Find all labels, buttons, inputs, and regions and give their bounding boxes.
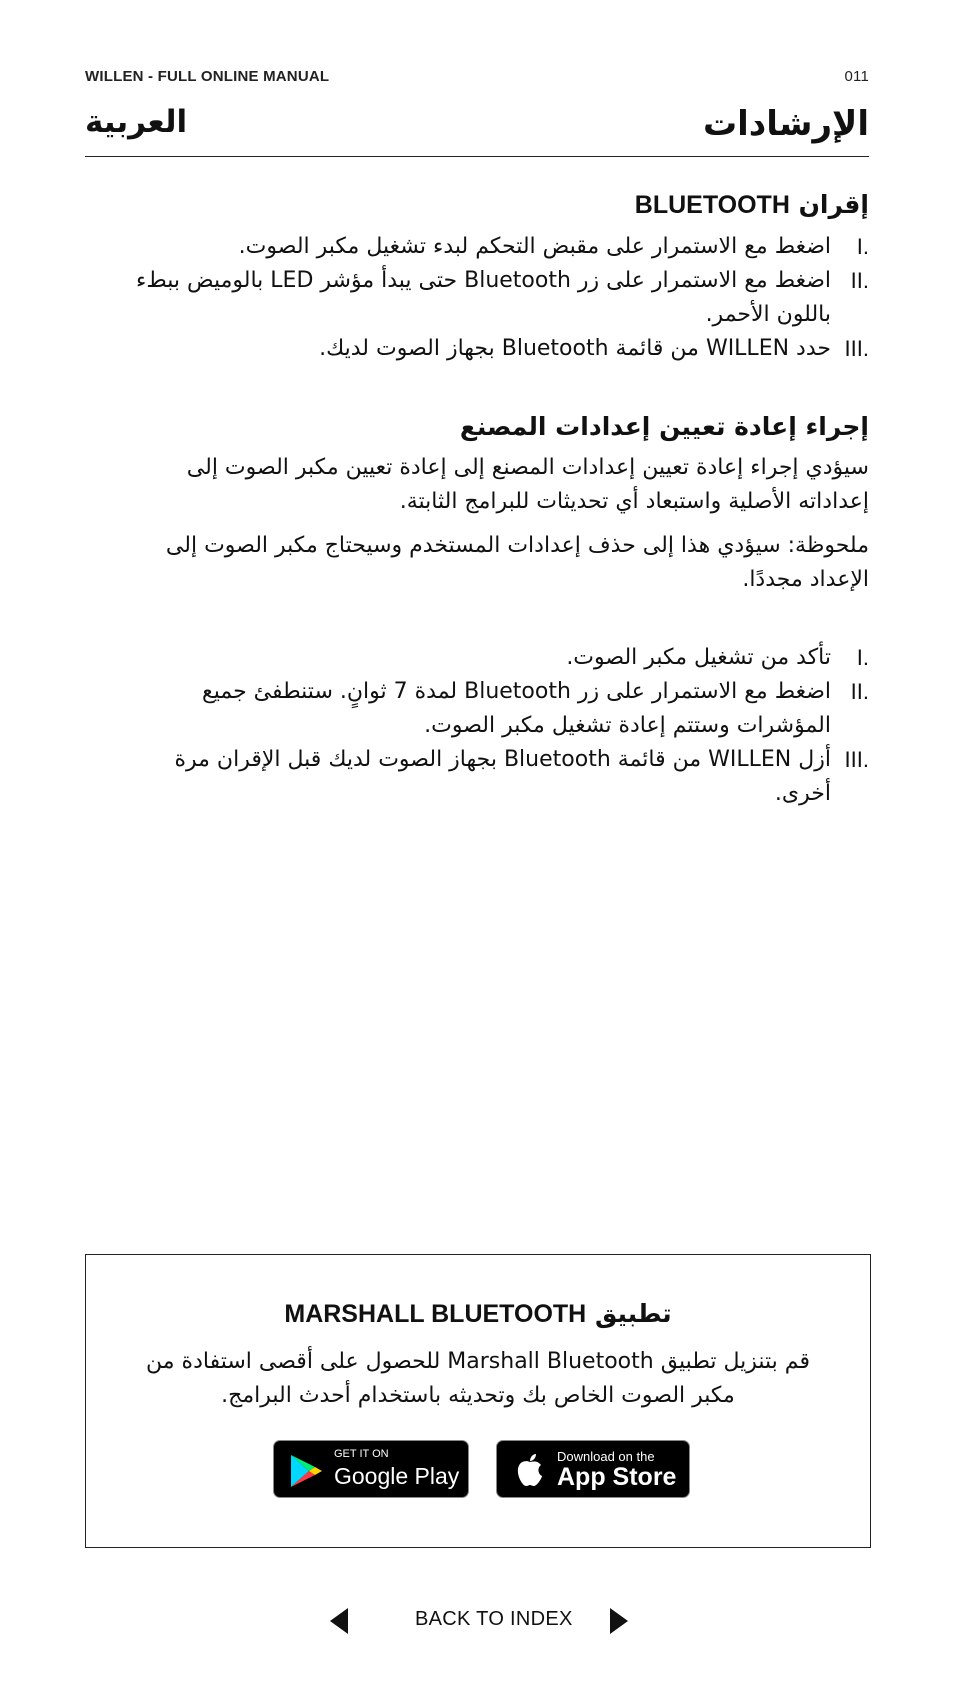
app-promo-description: قم بتنزيل تطبيق Marshall Bluetooth للحصول على أقصى استفادة من مكبر الصوت الخاص بك وتحديثه باستخدام أحدث البرامج. [146, 1349, 810, 1408]
pairing-heading: إقران BLUETOOTH [634, 190, 869, 219]
page-header [85, 68, 869, 88]
next-page-icon[interactable] [608, 1608, 628, 1634]
pairing-steps [130, 230, 869, 366]
list-item: I. اضغط مع الاستمرار على مقبض التحكم لبدء تشغيل مكبر الصوت. [238, 234, 869, 259]
manual-title: WILLEN - FULL ONLINE MANUAL [85, 68, 330, 85]
language-label: العربية [85, 104, 188, 140]
list-item: II. اضغط مع الاستمرار على زر Bluetooth حتى يبدأ مؤشر LED بالوميض ببطء باللون الأحمر. [136, 268, 869, 327]
google-play-icon [288, 1453, 324, 1489]
list-item: II. اضغط مع الاستمرار على زر Bluetooth لمدة 7 ثوانٍ. ستنطفئ جميع المؤشرات وستتم إعادة تشغيل مكبر الصوت. [202, 679, 869, 738]
store-badges [86, 1440, 870, 1498]
main-content [130, 190, 869, 811]
app-store-badge[interactable]: Download on the App Store [496, 1440, 690, 1498]
list-item: III. أزل WILLEN من قائمة Bluetooth بجهاز الصوت لديك قبل الإقران مرة أخرى. [174, 747, 869, 806]
section-title: الإرشادات [702, 104, 869, 144]
title-row [85, 104, 869, 157]
list-item: I. تأكد من تشغيل مكبر الصوت. [566, 645, 869, 670]
factory-reset-steps [130, 641, 869, 811]
previous-page-icon[interactable] [330, 1608, 350, 1634]
factory-reset-note: ملحوظة: سيؤدي هذا إلى حذف إعدادات المستخدم وسيحتاج مكبر الصوت إلى الإعداد مجددًا. [165, 533, 869, 592]
footer-nav [0, 1600, 954, 1640]
app-promo-box [85, 1254, 871, 1548]
page-number: 011 [844, 68, 869, 85]
list-item: III. حدد WILLEN من قائمة Bluetooth بجهاز الصوت لديك. [319, 336, 869, 361]
factory-reset-heading: إجراء إعادة تعيين إعدادات المصنع [459, 412, 869, 441]
google-play-badge[interactable]: GET IT ON Google Play [273, 1440, 469, 1498]
app-promo-heading: تطبيق MARSHALL BLUETOOTH [284, 1299, 672, 1328]
factory-reset-description: سيؤدي إجراء إعادة تعيين إعدادات المصنع إلى إعادة تعيين مكبر الصوت إلى إعداداته الأصلية واستبعاد أي تحديثات للبرامج الثابتة. [186, 455, 869, 514]
back-to-index-link[interactable]: BACK TO INDEX [415, 1608, 573, 1630]
apple-icon [515, 1452, 545, 1488]
